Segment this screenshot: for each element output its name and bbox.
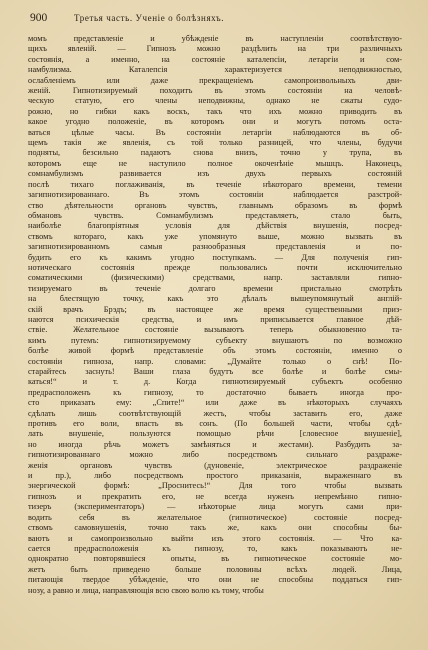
text-line: которомъ еще не наступило полное окоченѣніе мышцъ. Наконецъ, xyxy=(28,158,402,168)
text-line: водить себя въ желательное (гипнотическое) состояніе посред- xyxy=(28,512,402,522)
text-line: и пр.), либо посредствомъ простого приказанія, выраженнаго въ xyxy=(28,471,402,481)
text-line: послѣ тихаго поглаживанія, въ теченіе нѣкотораго времени, темени xyxy=(28,179,402,189)
text-line: будить его къ какимъ угодно поступкамъ. — Для полученія гип- xyxy=(28,252,402,262)
text-line: на блестящую точку, какъ это дѣлалъ вышеупомянутый англій- xyxy=(28,294,402,304)
text-line: момъ представленіе и убѣжденіе въ наступленіи соотвѣтствую- xyxy=(28,34,402,43)
text-line: гипнозъ и прекратить его, не всегда нуженъ непремѣнно гипно- xyxy=(28,491,402,501)
text-line: наются психическія средства, и имъ приписывается главное дѣй- xyxy=(28,314,402,324)
text-line: женій. Гипнотизируемый походитъ въ этомъ состояніи на человѣ- xyxy=(28,86,402,96)
text-line: тизируемаго въ теченіе долгаго времени пристально смотрѣть xyxy=(28,283,402,293)
running-head: Третья часть. Ученіе о болѣзняхъ. xyxy=(74,13,225,23)
text-line: питающія твердое убѣжденіе, что они не способны поддаться гип- xyxy=(28,575,402,585)
text-line: гипнотизированнаго можно либо посредствомъ сильнаго раздраже- xyxy=(28,450,402,460)
text-line: ствомъ котораго, какъ уже упомянуто выше, можно вызвать въ xyxy=(28,231,402,241)
text-line: но иногда рѣчь можетъ замѣняться и жестами). Разбудить за- xyxy=(28,439,402,449)
text-line: однократно повторявшіеся опыты, въ гипнотическое состояніе мо- xyxy=(28,554,402,564)
text-line: ствомъ самовнушенія, точно такъ же, какъ они способны бы- xyxy=(28,523,402,533)
text-line: щемъ такія же явленія, съ той только разницей, что члены, будучи xyxy=(28,138,402,148)
text-line: болѣе живой формѣ представленіе объ этомъ состояніи, именно о xyxy=(28,346,402,356)
text-line: сдѣлать лишь соотвѣтствующій жестъ, чтобы заставить его, даже xyxy=(28,408,402,418)
body-text xyxy=(28,34,402,596)
text-line: ство дѣятельности органовъ чувствъ, главнымъ образомъ въ формѣ xyxy=(28,200,402,210)
text-line: состояніи гипноза, напр. словами: „Думайте только о снѣ! По- xyxy=(28,356,402,366)
text-line: лать внушеніе, пользуются помощью рѣчи [словесное внушеніе], xyxy=(28,429,402,439)
text-line: предрасположенъ къ гипнозу, то достаточно бываетъ иногда про- xyxy=(28,387,402,397)
text-line: ваться цѣлые часы. Въ состояніи летаргіи наблюдаются въ об- xyxy=(28,127,402,137)
text-line: загипнотизированномъ самыя разнообразныя представленія и по- xyxy=(28,242,402,252)
text-line: старайтесь заснуть! Ваши глаза будутъ все болѣе и болѣе смы- xyxy=(28,367,402,376)
page-number: 900 xyxy=(30,12,48,24)
text-line: тизеръ (экспериментаторъ) — нѣкоторые лица могутъ сами при- xyxy=(28,502,402,512)
text-line: сается предрасположенія къ гипнозу, то, какъ показываютъ не- xyxy=(28,543,402,553)
text-line: щихъ явленій. — Гипнозъ можно раздѣлить на три различныхъ xyxy=(28,44,402,54)
text-line: подняты, безсильно падаютъ снова внизъ, точно у трупа, въ xyxy=(28,148,402,158)
text-line: сомнамбулизмъ развивается изъ двухъ первыхъ состояній xyxy=(28,169,402,179)
text-line: обмановъ чувствъ. Сомнамбулизмъ представляетъ, стало быть, xyxy=(28,210,402,220)
text-line: намбулизма. Каталепсія характеризуется неподвижностью, xyxy=(28,65,402,75)
text-line: кимъ путемъ: гипнотизируемому субъекту внушаютъ по возможно xyxy=(28,335,402,345)
text-line: энергической формѣ: „Проснитесь!“ Для того чтобы вызвать xyxy=(28,481,402,491)
text-line: сто приказать ему: „Спите!“ или даже въ нѣкоторыхъ случаяхъ xyxy=(28,398,402,408)
page-header xyxy=(30,12,402,28)
text-line: какое угодно положеніе, въ которомъ они и могутъ потомъ оста- xyxy=(28,117,402,127)
text-line: противъ его воли, впасть въ сонъ. (По большей части, чтобы сдѣ- xyxy=(28,419,402,429)
text-line: нотическаго состоянія прежде пользовались почти исключительно xyxy=(28,262,402,272)
text-line: ческую статую, его члены неподвижны, однако не сжаты судо- xyxy=(28,96,402,106)
text-line: ваютъ и самопроизвольно выйти изъ этого состоянія. — Что ка- xyxy=(28,533,402,543)
text-line: женія органовъ чувствъ (дуновеніе, электрическое раздраженіе xyxy=(28,460,402,470)
text-line: каться!“ и т. д. Когда гипнотизируемый субъектъ особенно xyxy=(28,377,402,387)
text-line: ствіе. Желательное состояніе вызываютъ теперь обыкновенно та- xyxy=(28,325,402,335)
text-line: скій врачъ Брэдъ; въ настоящее же время существенными приз- xyxy=(28,304,402,314)
text-line: загипнотизированнаго. Въ этомъ состояніи наблюдается разстрой- xyxy=(28,190,402,200)
text-line: соматическими (физическими) средствами, напр. заставляли гипно- xyxy=(28,273,402,283)
text-line: состоянія, а именно, на состояніе каталепсіи, летаргіи и сом- xyxy=(28,54,402,64)
text-line: нозу, а равно и лица, направляющія всю свою волю къ тому, чтобы xyxy=(28,585,264,595)
text-line: наиболѣе благопріятныя условія для дѣйствія внушенія, посред- xyxy=(28,221,402,231)
text-line: ослабленіемъ или даже прекращеніемъ самопроизвольныхъ дви- xyxy=(28,75,402,85)
text-line: рожно, но гибки какъ воскъ, такъ что ихъ можно приводить въ xyxy=(28,106,402,116)
text-line: жетъ быть приведено больше половины всѣхъ людей. Лица, xyxy=(28,564,402,574)
